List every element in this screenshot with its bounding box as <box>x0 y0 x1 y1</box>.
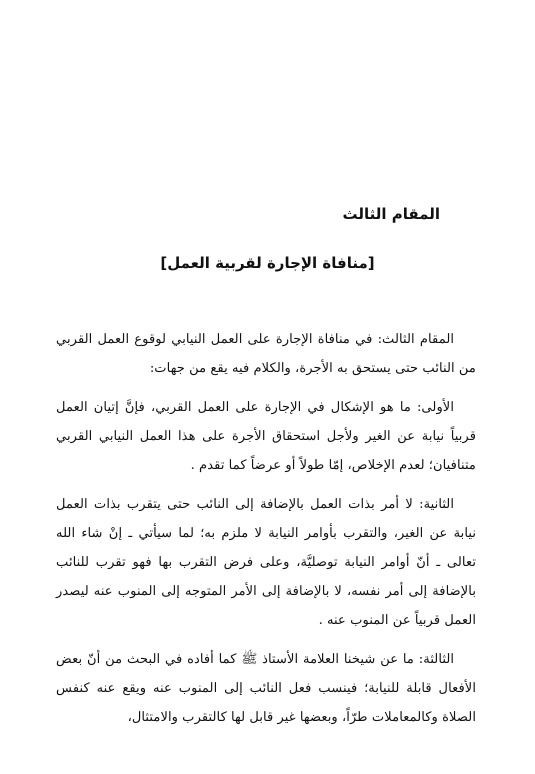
paragraph-text: الثالثة: ما عن شيخنا العلامة الأستاذ ﷺ كما أفاده في البحث من أنّ بعض الأفعال قابلة للنيابة؛ فينسب فعل النائب إلى المنوب عنه ويقع عنه كنفس الصلاة وكالمعاملات طرّاً، وبعضها غير قابل لها كالتقرب والامتثال، <box>56 652 476 725</box>
paragraph-third-aspect <box>56 645 476 732</box>
paragraph-second-aspect <box>56 490 476 635</box>
section-heading: المقام الثالث <box>342 205 440 223</box>
paragraph-first-aspect <box>56 393 476 480</box>
paragraph-text: المقام الثالث: في منافاة الإجارة على العمل النيابي لوقوع العمل القربي من النائب حتى يستحق به الأجرة، والكلام فيه يقع من جهات: <box>56 332 476 376</box>
section-subheading: [منافاة الإجارة لقربية العمل] <box>160 254 375 272</box>
paragraph-intro <box>56 325 476 383</box>
paragraph-text: الأولى: ما هو الإشكال في الإجارة على العمل القربي، فإنَّ إتيان العمل قربياً نيابة عن الغير ولأجل استحقاق الأجرة على هذا العمل النيابي القربي متنافيان؛ لعدم الإخلاص، إمّا طولاً أو عرضاً كما تقدم . <box>56 400 476 473</box>
body-text <box>56 325 476 732</box>
paragraph-text: الثانية: لا أمر بذات العمل بالإضافة إلى النائب حتى يتقرب بذات العمل نيابة عن الغير، والتقرب بأوامر النيابة لا ملزم به؛ لما سيأتي ـ إنْ شاء الله تعالى ـ أنّ أوامر النيابة توصليَّة، وعلى فرض التقرب بها فهو تقرب للنائب بالإضافة إلى أمر نفسه، لا بالإضافة إلى الأمر المتوجه إلى المنوب عنه ليصدر العمل قربياً عن المنوب عنه . <box>56 497 476 628</box>
